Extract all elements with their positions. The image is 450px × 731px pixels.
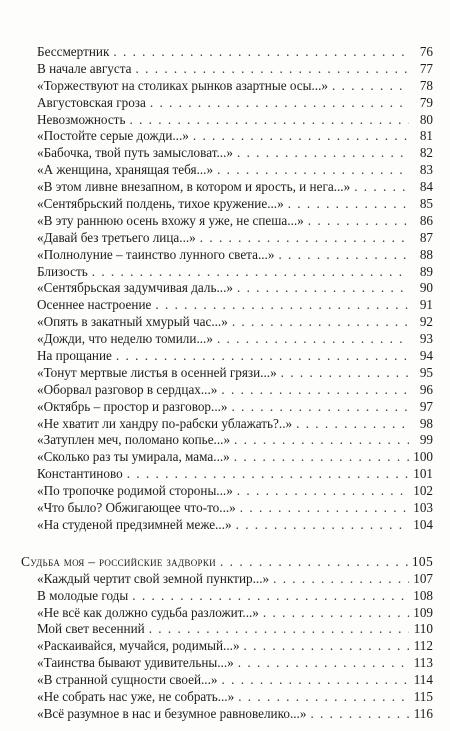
entry-title: «Что было? Обжигающее что-то...»	[37, 500, 236, 516]
toc-entry	[21, 145, 433, 162]
entry-title: «В эту раннюю осень вхожу я уже, не спеша...»	[37, 212, 304, 228]
dot-leader	[200, 230, 409, 247]
dot-leader	[136, 61, 409, 78]
toc-entry	[21, 95, 433, 112]
dot-leader	[155, 297, 409, 314]
entry-title: «Всё разумное в нас и безумное равновелико...»	[37, 705, 307, 721]
toc-entry	[21, 382, 433, 399]
dot-leader	[234, 432, 409, 449]
toc-entry	[21, 247, 433, 264]
entry-title: «В этом ливне внезапном, в котором и ярость, и нега...»	[37, 179, 351, 195]
dot-leader	[113, 44, 409, 61]
toc-entry	[21, 466, 433, 483]
entry-page-number: 107	[413, 570, 433, 586]
toc-entry	[21, 605, 433, 622]
dot-leader	[92, 264, 409, 281]
dot-leader	[237, 145, 409, 162]
toc-entry	[21, 348, 433, 365]
dot-leader	[263, 605, 409, 622]
entry-title: «Постойте серые дожди...»	[37, 128, 189, 144]
dot-leader	[273, 571, 409, 588]
dot-leader	[236, 517, 409, 534]
toc-entry	[21, 621, 433, 638]
entry-title: «А женщина, хранящая тебя...»	[37, 162, 214, 178]
dot-leader	[240, 500, 409, 517]
entry-title: «Оборвал разговор в сердцах...»	[37, 381, 218, 397]
toc-entry	[21, 230, 433, 247]
toc-entry	[21, 638, 433, 655]
entry-page-number: 93	[419, 331, 433, 347]
toc-entry	[21, 264, 433, 281]
dot-leader	[354, 179, 409, 196]
dot-leader	[234, 449, 409, 466]
dot-leader	[217, 331, 409, 348]
entry-title: «Дожди, что неделю томили...»	[37, 331, 213, 347]
toc-entry	[21, 655, 433, 672]
entry-page-number: 112	[413, 638, 433, 654]
entry-title: «Таинства бывают удивительны...»	[37, 655, 234, 671]
entry-title: «По тропочке родимой стороны...»	[37, 483, 233, 499]
toc-entry	[21, 128, 433, 145]
entry-page-number: 113	[413, 655, 433, 671]
toc-entry	[21, 61, 433, 78]
entry-page-number: 90	[419, 280, 433, 296]
entry-page-number: 84	[419, 179, 433, 195]
dot-leader	[281, 365, 409, 382]
toc-entry	[21, 500, 433, 517]
entry-page-number: 83	[419, 162, 433, 178]
entry-title: «Не хватит ли хандру по-рабски ублажать?..»	[37, 415, 293, 431]
dot-leader	[237, 483, 409, 500]
dot-leader	[129, 112, 409, 129]
toc-group-2	[21, 571, 433, 723]
dot-leader	[237, 280, 409, 297]
entry-page-number: 109	[413, 604, 433, 620]
entry-title: «Затуплен меч, поломано копье...»	[37, 432, 231, 448]
dot-leader	[193, 128, 409, 145]
entry-title: «Сколько раз ты умирала, мама...»	[37, 449, 230, 465]
table-of-contents	[21, 44, 433, 723]
dot-leader	[222, 672, 410, 689]
toc-entry	[21, 162, 433, 179]
toc-entry	[21, 449, 433, 466]
entry-page-number: 116	[413, 705, 433, 721]
toc-entry	[21, 213, 433, 230]
entry-page-number: 108	[413, 587, 433, 603]
toc-entry	[21, 432, 433, 449]
toc-entry	[21, 78, 433, 95]
dot-leader	[308, 213, 409, 230]
entry-title: Мой свет весенний	[37, 621, 145, 637]
section-page-number: 105	[411, 553, 433, 569]
entry-page-number: 85	[419, 196, 433, 212]
entry-title: «Каждый чертит свой земной пунктир...»	[37, 570, 270, 586]
entry-page-number: 78	[419, 77, 433, 93]
toc-entry	[21, 314, 433, 331]
toc-entry	[21, 571, 433, 588]
dot-leader	[296, 416, 409, 433]
entry-page-number: 104	[413, 516, 433, 532]
entry-page-number: 81	[419, 128, 433, 144]
dot-leader	[149, 621, 409, 638]
entry-page-number: 115	[413, 688, 433, 704]
entry-title: «Не собрать нас уже, не собрать...»	[37, 688, 235, 704]
entry-title: «Тонут мертвые листья в осенней грязи...»	[37, 364, 277, 380]
entry-title: В молодые годы	[37, 587, 129, 603]
entry-page-number: 96	[419, 381, 433, 397]
entry-page-number: 110	[413, 621, 433, 637]
entry-page-number: 79	[419, 94, 433, 110]
dot-leader	[332, 78, 409, 95]
toc-entry	[21, 196, 433, 213]
entry-page-number: 95	[419, 364, 433, 380]
section-spacer	[21, 534, 433, 554]
entry-title: «Не всё как должно судьба разложит...»	[37, 604, 259, 620]
entry-page-number: 80	[419, 111, 433, 127]
toc-entry	[21, 399, 433, 416]
entry-page-number: 100	[413, 449, 433, 465]
entry-page-number: 89	[419, 263, 433, 279]
entry-title: В начале августа	[37, 60, 132, 76]
toc-entry	[21, 689, 433, 706]
entry-title: Августовская гроза	[37, 94, 146, 110]
entry-title: «Сентябрьская задумчивая даль...»	[37, 280, 233, 296]
dot-leader	[217, 162, 409, 179]
entry-page-number: 82	[419, 145, 433, 161]
entry-title: «На студеной предзимней меже...»	[37, 516, 232, 532]
entry-title: Близость	[37, 263, 88, 279]
toc-entry	[21, 297, 433, 314]
entry-title: «Октябрь – простор и разговор...»	[37, 398, 228, 414]
entry-title: Невозможность	[37, 111, 126, 127]
toc-entry	[21, 416, 433, 433]
entry-page-number: 92	[419, 314, 433, 330]
entry-title: Константиново	[37, 466, 123, 482]
entry-title: «Торжествуют на столиках рынков азартные осы...»	[37, 77, 328, 93]
entry-page-number: 88	[419, 246, 433, 262]
dot-leader	[278, 247, 409, 264]
toc-entry	[21, 672, 433, 689]
dot-leader	[310, 706, 409, 723]
dot-leader	[232, 314, 409, 331]
toc-entry	[21, 706, 433, 723]
entry-page-number: 101	[413, 466, 433, 482]
entry-title: «Раскаивайся, мучайся, родимый...»	[37, 638, 240, 654]
entry-title: «Полнолуние – таинство лунного света...»	[37, 246, 275, 262]
dot-leader	[232, 399, 409, 416]
toc-entry	[21, 280, 433, 297]
section-title: Судьба моя – российские задворки	[21, 553, 216, 569]
entry-title: «Сентябрьский полдень, тихое кружение...»	[37, 196, 284, 212]
entry-page-number: 103	[413, 500, 433, 516]
toc-entry	[21, 517, 433, 534]
toc-entry	[21, 365, 433, 382]
toc-group-1	[21, 44, 433, 534]
toc-entry	[21, 44, 433, 61]
toc-entry	[21, 112, 433, 129]
dot-leader	[150, 95, 409, 112]
entry-title: «В странной сущности своей...»	[37, 672, 218, 688]
dot-leader	[238, 655, 409, 672]
entry-title: Осеннее настроение	[37, 297, 152, 313]
entry-page-number: 114	[413, 672, 433, 688]
toc-entry	[21, 588, 433, 605]
entry-page-number: 91	[419, 297, 433, 313]
entry-page-number: 98	[419, 415, 433, 431]
entry-page-number: 99	[419, 432, 433, 448]
dot-leader	[220, 554, 408, 571]
entry-page-number: 102	[413, 483, 433, 499]
entry-page-number: 86	[419, 212, 433, 228]
dot-leader	[221, 382, 409, 399]
toc-section-heading	[21, 554, 433, 571]
toc-entry	[21, 179, 433, 196]
entry-page-number: 77	[419, 60, 433, 76]
entry-title: Бессмертник	[37, 44, 110, 59]
dot-leader	[288, 196, 409, 213]
entry-title: «Опять в закатный хмурый час...»	[37, 314, 228, 330]
dot-leader	[238, 689, 409, 706]
toc-entry	[21, 331, 433, 348]
dot-leader	[116, 348, 409, 365]
entry-page-number: 97	[419, 398, 433, 414]
dot-leader	[132, 588, 409, 605]
dot-leader	[127, 466, 409, 483]
dot-leader	[244, 638, 409, 655]
entry-title: «Бабочка, твой путь замысловат...»	[37, 145, 233, 161]
entry-title: «Давай без третьего лица...»	[37, 229, 196, 245]
entry-title: На прощание	[37, 348, 112, 364]
entry-page-number: 76	[419, 44, 433, 59]
entry-page-number: 94	[419, 348, 433, 364]
entry-page-number: 87	[419, 229, 433, 245]
toc-entry	[21, 483, 433, 500]
